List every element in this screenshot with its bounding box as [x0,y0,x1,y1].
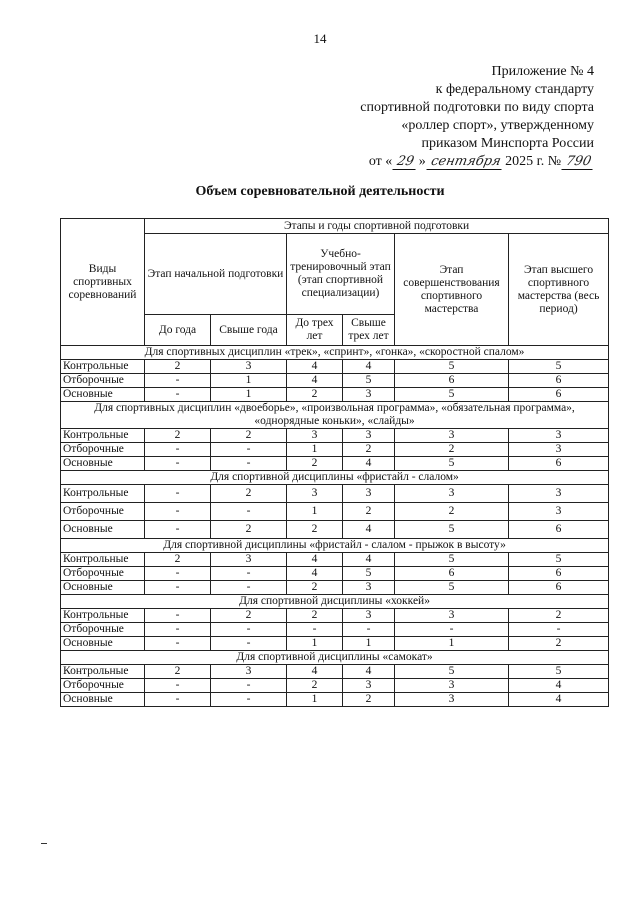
value-cell: 5 [343,374,395,388]
value-cell: 3 [509,503,609,521]
value-cell: 4 [287,665,343,679]
value-cell: - [145,693,211,707]
competition-type-cell: Отборочные [61,443,145,457]
value-cell: 2 [145,553,211,567]
table-row [61,429,609,443]
value-cell: 4 [287,567,343,581]
table-row [61,443,609,457]
value-cell: 2 [287,609,343,623]
value-cell: 2 [211,521,287,539]
competition-type-cell: Отборочные [61,567,145,581]
page-number: 14 [313,31,327,46]
value-cell: 3 [395,693,509,707]
competition-type-cell: Отборочные [61,503,145,521]
value-cell: - [509,623,609,637]
value-cell: 6 [509,374,609,388]
value-cell: 3 [343,485,395,503]
value-cell: - [145,679,211,693]
value-cell: 5 [395,388,509,402]
table-row [61,374,609,388]
value-cell: 1 [211,374,287,388]
value-cell: 2 [343,443,395,457]
value-cell: 4 [343,665,395,679]
value-cell: 2 [287,679,343,693]
competition-volume-table [60,218,609,707]
competition-type-cell: Отборочные [61,374,145,388]
value-cell: 3 [395,679,509,693]
order-day-handwritten: 29 [393,155,419,170]
value-cell: - [145,567,211,581]
value-cell: - [211,443,287,457]
value-cell: 3 [395,429,509,443]
value-cell: 3 [343,429,395,443]
table-body [61,346,609,707]
table-row [61,388,609,402]
value-cell: - [145,609,211,623]
value-cell: 2 [287,581,343,595]
value-cell: 2 [509,637,609,651]
value-cell: 1 [343,637,395,651]
value-cell: - [145,485,211,503]
value-cell: 5 [395,665,509,679]
order-prefix: от « [368,154,393,169]
value-cell: - [145,521,211,539]
value-cell: 6 [509,388,609,402]
order-number-handwritten: 790 [562,155,596,170]
value-cell: 5 [509,360,609,374]
value-cell: 3 [211,360,287,374]
appendix-number: Приложение № 4 [491,64,594,79]
header-line-4: «роллер спорт», утвержденному [401,118,594,133]
value-cell: 2 [211,485,287,503]
value-cell: 3 [343,609,395,623]
value-cell: 1 [211,388,287,402]
value-cell: 2 [287,457,343,471]
document-title: Объем соревновательной деятельности [195,184,445,199]
competition-type-cell: Контрольные [61,429,145,443]
subheader-up-to-3-years: До трех лет [287,315,343,346]
value-cell: 4 [343,360,395,374]
table-row [61,679,609,693]
section-title: Для спортивных дисциплин «трек», «спринт», «гонка», «скоростной спалом» [61,346,609,360]
header-line-5: приказом Минспорта России [421,136,594,151]
table-row [61,693,609,707]
competition-type-cell: Основные [61,637,145,651]
table-row [61,665,609,679]
value-cell: 6 [395,567,509,581]
value-cell: 6 [509,581,609,595]
value-cell: - [211,679,287,693]
value-cell: - [211,693,287,707]
value-cell: 3 [211,665,287,679]
value-cell: - [145,503,211,521]
competition-type-cell: Отборочные [61,623,145,637]
value-cell: 1 [287,693,343,707]
section-title: Для спортивной дисциплины «хоккей» [61,595,609,609]
value-cell: - [145,388,211,402]
value-cell: - [343,623,395,637]
value-cell: 1 [287,503,343,521]
value-cell: 5 [395,457,509,471]
section-title: Для спортивной дисциплины «фристайл - слалом» [61,471,609,485]
table-row [61,637,609,651]
value-cell: 3 [395,609,509,623]
table-row [61,360,609,374]
value-cell: 3 [211,553,287,567]
value-cell: 2 [343,503,395,521]
value-cell: 1 [395,637,509,651]
value-cell: - [287,623,343,637]
value-cell: 3 [509,429,609,443]
value-cell: - [145,457,211,471]
table-row [61,485,609,503]
value-cell: 6 [395,374,509,388]
value-cell: 6 [509,567,609,581]
subheader-over-year: Свыше года [211,315,287,346]
value-cell: - [145,637,211,651]
value-cell: 3 [343,581,395,595]
value-cell: 5 [395,553,509,567]
value-cell: 3 [395,485,509,503]
appendix-header [264,63,594,171]
value-cell: - [395,623,509,637]
value-cell: 5 [395,521,509,539]
order-year: 2025 г. № [505,154,562,169]
competition-type-cell: Основные [61,693,145,707]
competition-type-cell: Основные [61,521,145,539]
value-cell: 1 [287,443,343,457]
value-cell: 4 [287,360,343,374]
value-cell: 3 [287,485,343,503]
value-cell: 2 [395,443,509,457]
table-row [61,553,609,567]
value-cell: 4 [509,693,609,707]
value-cell: 4 [343,521,395,539]
competition-type-cell: Основные [61,457,145,471]
value-cell: 3 [343,388,395,402]
value-cell: - [145,581,211,595]
value-cell: - [145,443,211,457]
value-cell: 3 [509,485,609,503]
header-line-3: спортивной подготовки по виду спорта [360,100,594,115]
value-cell: 2 [145,429,211,443]
value-cell: 3 [287,429,343,443]
competition-type-cell: Контрольные [61,360,145,374]
col-header-training: Учебно-тренировочный этап (этап спортивной специализации) [287,234,395,315]
value-cell: - [211,623,287,637]
header-line-2: к федеральному стандарту [435,82,594,97]
value-cell: 2 [395,503,509,521]
value-cell: 5 [343,567,395,581]
section-title: Для спортивной дисциплины «фристайл - слалом - прыжок в высоту» [61,539,609,553]
table-row [61,623,609,637]
value-cell: 1 [287,637,343,651]
subheader-over-3-years: Свыше трех лет [343,315,395,346]
col-header-improvement: Этап совершенствования спортивного мастерства [395,234,509,346]
competition-type-cell: Основные [61,388,145,402]
value-cell: - [211,457,287,471]
order-mid: » [418,154,426,169]
value-cell: 2 [509,609,609,623]
value-cell: 4 [287,374,343,388]
col-header-stages: Этапы и годы спортивной подготовки [145,219,609,234]
value-cell: 5 [509,665,609,679]
value-cell: 4 [343,553,395,567]
value-cell: 2 [145,360,211,374]
value-cell: 5 [509,553,609,567]
competition-type-cell: Отборочные [61,679,145,693]
table-row [61,521,609,539]
competition-type-cell: Контрольные [61,665,145,679]
value-cell: - [211,567,287,581]
col-header-types: Виды спортивных соревнований [61,219,145,346]
competition-type-cell: Контрольные [61,485,145,503]
value-cell: 2 [145,665,211,679]
table-row [61,567,609,581]
col-header-higher: Этап высшего спортивного мастерства (весь период) [509,234,609,346]
section-title: Для спортивной дисциплины «самокат» [61,651,609,665]
value-cell: 6 [509,457,609,471]
value-cell: 2 [343,693,395,707]
value-cell: - [145,374,211,388]
value-cell: - [211,581,287,595]
col-header-initial: Этап начальной подготовки [145,234,287,315]
competition-type-cell: Основные [61,581,145,595]
table-row [61,503,609,521]
value-cell: 2 [211,609,287,623]
subheader-up-to-year: До года [145,315,211,346]
value-cell: 4 [509,679,609,693]
table-row [61,457,609,471]
value-cell: 4 [343,457,395,471]
table-row [61,581,609,595]
order-month-handwritten: сентября [426,155,505,170]
section-title: Для спортивных дисциплин «двоеборье», «произвольная программа», «обязательная программа», «однорядные коньки», «слайды» [61,402,609,429]
value-cell: - [145,623,211,637]
value-cell: - [211,503,287,521]
value-cell: 5 [395,360,509,374]
value-cell: 2 [287,521,343,539]
scan-mark [41,843,47,844]
value-cell: 6 [509,521,609,539]
value-cell: - [211,637,287,651]
table-row [61,609,609,623]
competition-type-cell: Контрольные [61,553,145,567]
value-cell: 2 [287,388,343,402]
value-cell: 3 [509,443,609,457]
competition-type-cell: Контрольные [61,609,145,623]
value-cell: 5 [395,581,509,595]
value-cell: 2 [211,429,287,443]
value-cell: 3 [343,679,395,693]
order-line [264,153,594,171]
value-cell: 4 [287,553,343,567]
